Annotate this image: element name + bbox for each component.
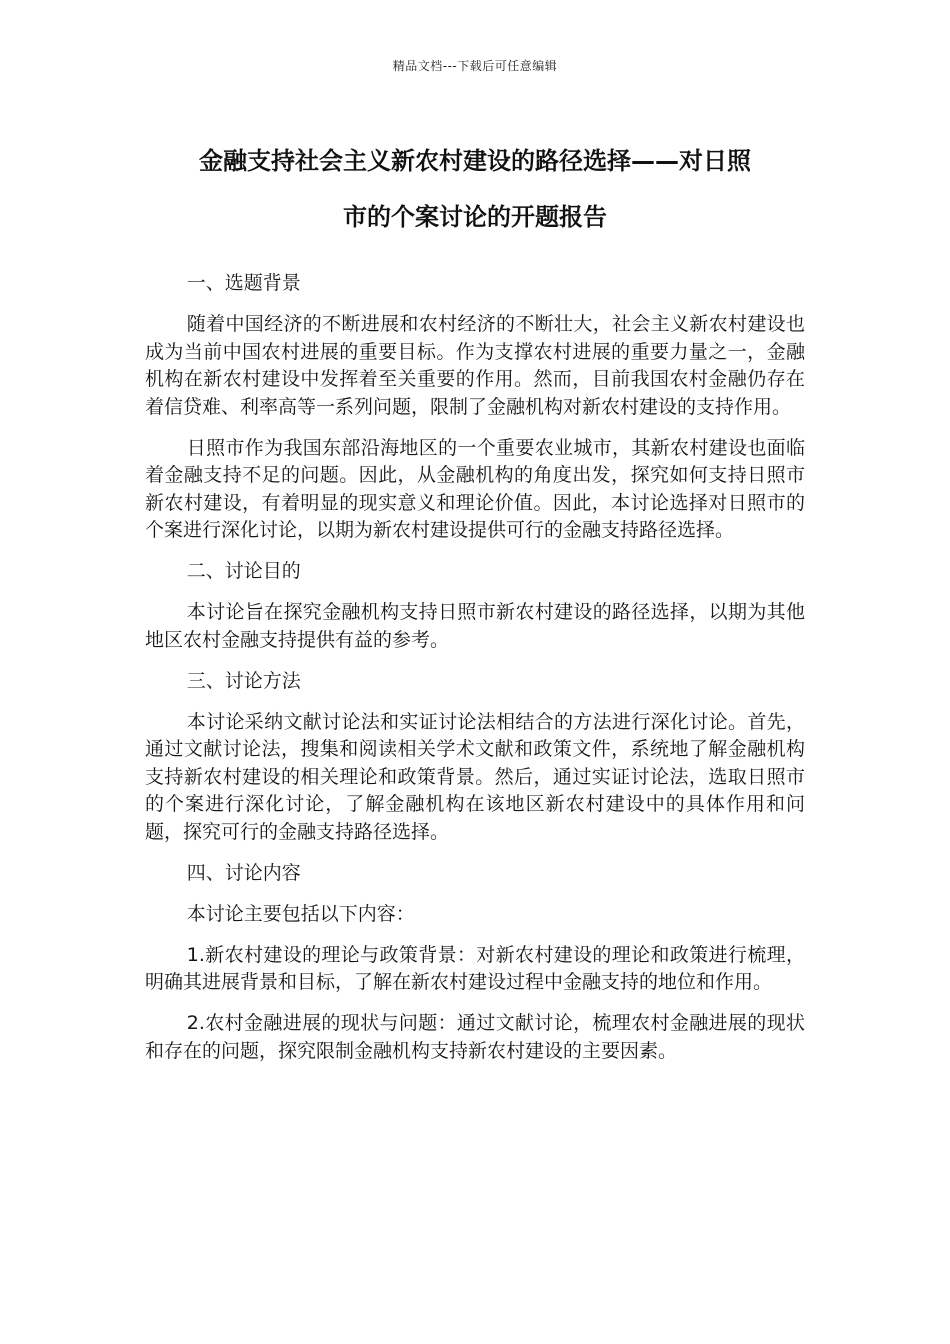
paragraph: 随着中国经济的不断进展和农村经济的不断壮大，社会主义新农村建设也成为当前中国农村进展的重要目标。作为支撑农村进展的重要力量之一，金融机构在新农村建设中发挥着至关重要的作用。然而，目前我国农村金融仍存在着信贷难、利率高等一系列问题，限制了金融机构对新农村建设的支持作用。 — [145, 313, 805, 418]
title-line-2: 市的个案讨论的开题报告 — [343, 203, 607, 231]
list-item: 1.新农村建设的理论与政策背景：对新农村建设的理论和政策进行梳理，明确其进展背景和目标，了解在新农村建设过程中金融支持的地位和作用。 — [145, 943, 805, 993]
header-note: 精品文档---下载后可任意编辑 — [392, 59, 558, 73]
paragraph: 本讨论主要包括以下内容： — [186, 902, 415, 925]
section-heading-background: 一、选题背景 — [186, 272, 301, 294]
paragraph: 日照市作为我国东部沿海地区的一个重要农业城市，其新农村建设也面临着金融支持不足的问题。因此，从金融机构的角度出发，探究如何支持日照市新农村建设，有着明显的现实意义和理论价值。因此，本讨论选择对日照市的个案进行深化讨论，以期为新农村建设提供可行的金融支持路径选择。 — [145, 436, 805, 541]
document-title — [130, 133, 820, 245]
section-heading-content: 四、讨论内容 — [186, 861, 301, 884]
paragraph: 本讨论采纳文献讨论法和实证讨论法相结合的方法进行深化讨论。首先，通过文献讨论法，搜集和阅读相关学术文献和政策文件，系统地了解金融机构支持新农村建设的相关理论和政策背景。然后，通过实证讨论法，选取日照市的个案进行深化讨论，了解金融机构在该地区新农村建设中的具体作用和问题，探究可行的金融支持路径选择。 — [145, 710, 805, 843]
section-heading-purpose: 二、讨论目的 — [186, 560, 301, 582]
list-item: 2.农村金融进展的现状与问题：通过文献讨论，梳理农村金融进展的现状和存在的问题，探究限制金融机构支持新农村建设的主要因素。 — [145, 1012, 805, 1062]
paragraph: 本讨论旨在探究金融机构支持日照市新农村建设的路径选择，以期为其他地区农村金融支持提供有益的参考。 — [145, 601, 805, 651]
document-body — [145, 270, 805, 1079]
section-heading-method: 三、讨论方法 — [186, 669, 301, 692]
title-line-1: 金融支持社会主义新农村建设的路径选择——对日照 — [199, 147, 751, 175]
